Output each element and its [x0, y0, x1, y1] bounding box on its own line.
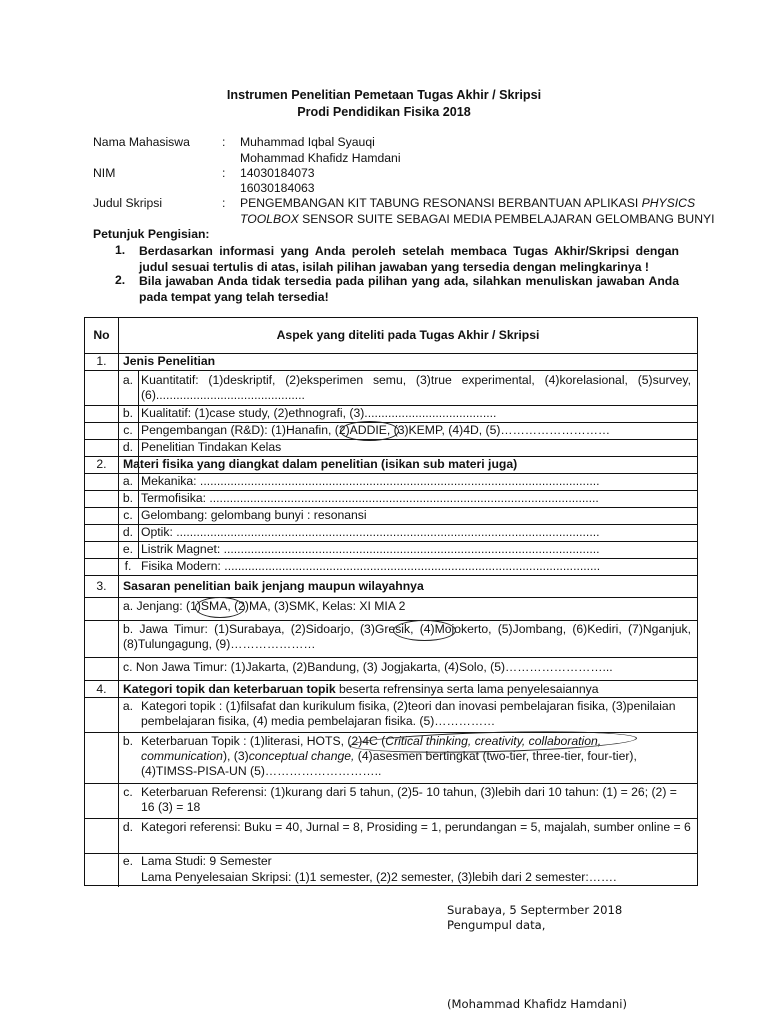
item-lama-penyelesaian: Lama Penyelesaian Skripsi: (1)1 semester, (2)2 semester, (3)lebih dari 2 semester:…….: [141, 870, 617, 884]
item-letter: d.: [122, 820, 134, 834]
nim-colon: :: [222, 166, 226, 180]
instruction-text: Bila jawaban Anda tidak tersedia pada pilihan yang ada, silahkan menuliskan jawaban Anda pada tempat yang telah tersedia!: [139, 274, 679, 304]
signature-place-date: Surabaya, 5 Septermber 2018: [447, 903, 623, 917]
item-kuantitatif: Kuantitatif: (1)deskriptif, (2)eksperimen semu, (3)true experimental, (4)korelasional, (5)survey, (6)............................................: [141, 373, 691, 402]
judul-label: Judul Skripsi: [93, 196, 163, 210]
research-aspects-table: [84, 317, 698, 886]
signature-name: (Mohammad Khafidz Hamdani): [447, 997, 627, 1011]
item-jawa-timur: b. Jawa Timur: (1)Surabaya, (2)Sidoarjo, (3)Gresik, (4)Mojokerto, (5)Jombang, (6)Kediri, (7)Nganjuk, (8)Tulungagung, (9)…………………: [123, 622, 691, 651]
item-letter: a.: [122, 373, 134, 387]
judul-line-1: PENGEMBANGAN KIT TABUNG RESONANSI BERBANTUAN APLIKASI PHYSICS: [240, 196, 696, 210]
item-letter: c.: [123, 508, 133, 522]
item-letter: a.: [122, 699, 134, 713]
selection-circle-addie: [340, 421, 399, 441]
nama-value-1: Muhammad Iqbal Syauqi: [240, 135, 375, 149]
item-listrik-magnet: Listrik Magnet: ...............................................................................................................: [141, 542, 600, 556]
item-keterbaruan-referensi: Keterbaruan Referensi: (1)kurang dari 5 tahun, (2)5- 10 tahun, (3)lebih dari 10 tahun: (1) = 26; (2) = 16 (3) = 18: [141, 785, 677, 814]
item-letter: a.: [122, 474, 134, 488]
nama-colon: :: [222, 135, 226, 149]
item-non-jawa-timur: c. Non Jawa Timur: (1)Jakarta, (2)Bandung, (3) Jogjakarta, (4)Solo, (5)……………………...: [123, 660, 613, 674]
header-aspek: Aspek yang diteliti pada Tugas Akhir / Skripsi: [276, 328, 540, 342]
item-mekanika: Mekanika: ......................................................................................................................: [141, 474, 600, 488]
section-title: Kategori topik dan keterbaruan topik beserta refrensinya serta lama penyelesaiannya: [123, 682, 599, 696]
instructions-heading: Petunjuk Pengisian:: [93, 227, 210, 241]
instruction-number: 2.: [115, 273, 126, 287]
document-subtitle: Prodi Pendidikan Fisika 2018: [297, 105, 471, 119]
signature-role: Pengumpul data,: [447, 918, 546, 932]
item-letter: c.: [123, 785, 133, 799]
section-title: Jenis Penelitian: [123, 354, 216, 368]
instruction-number: 1.: [115, 243, 126, 257]
nama-label: Nama Mahasiswa: [93, 135, 190, 149]
item-jenjang: a. Jenjang: (1)SMA, (2)MA, (3)SMK, Kelas: XI MIA 2: [123, 599, 406, 613]
item-kategori-referensi: Kategori referensi: Buku = 40, Jurnal = 8, Prosiding = 1, perundangan = 5, majalah, sumber online = 6: [141, 820, 691, 834]
nama-value-2: Mohammad Khafidz Hamdani: [240, 151, 401, 165]
item-termofisika: Termofisika: ...................................................................................................................: [141, 491, 599, 505]
item-ptk: Penelitian Tindakan Kelas: [141, 440, 282, 454]
selection-circle-gresik: [393, 620, 456, 641]
item-letter: c.: [123, 423, 133, 437]
judul-colon: :: [222, 196, 226, 210]
item-letter: b.: [122, 734, 134, 748]
nim-value-1: 14030184073: [240, 166, 315, 180]
item-letter: b.: [122, 406, 134, 420]
item-letter: d.: [122, 525, 134, 539]
header-no: No: [93, 328, 110, 342]
section-number: 4.: [96, 682, 107, 696]
item-lama-studi: Lama Studi: 9 Semester: [141, 854, 272, 868]
selection-circle-sma: [195, 597, 245, 618]
section-number: 3.: [96, 579, 107, 593]
item-keterbaruan-topik: Keterbaruan Topik : (1)literasi, HOTS, (2)4C (Critical thinking, creativity, collaboration, communication), (3)conceptual change, (4)asesmen bertingkat (two-tier, three-tier, four-tier), (4)TIMSS-PISA-UN (5)………………………..: [141, 734, 637, 778]
instruction-item-2: [93, 273, 678, 309]
item-kualitatif: Kualitatif: (1)case study, (2)ethnografi, (3).......................................: [141, 406, 497, 420]
nim-label: NIM: [93, 166, 116, 180]
nim-value-2: 16030184063: [240, 181, 315, 195]
section-title: Sasaran penelitian baik jenjang maupun wilayahnya: [123, 579, 424, 593]
item-letter: f.: [124, 559, 132, 573]
instructions: [93, 227, 678, 241]
section-title: Materi fisika yang diangkat dalam penelitian (isikan sub materi juga): [123, 457, 518, 471]
section-number: 1.: [96, 354, 107, 368]
item-gelombang: Gelombang: gelombang bunyi : resonansi: [141, 508, 367, 522]
item-letter: e.: [122, 542, 134, 556]
judul-line-2: TOOLBOX SENSOR SUITE SEBAGAI MEDIA PEMBELAJARAN GELOMBANG BUNYI: [240, 212, 715, 226]
item-optik: Optik: .............................................................................................................................: [141, 525, 600, 539]
item-fisika-modern: Fisika Modern: ...............................................................................................................: [141, 559, 601, 573]
item-kategori-topik: Kategori topik : (1)filsafat dan kurikulum fisika, (2)teori dan inovasi pembelajaran fisika, (3)penilaian pembelajaran fisika, (4) media pembelajaran fisika. (5)……………: [141, 699, 676, 728]
item-pengembangan: Pengembangan (R&D): (1)Hanafin, (2)ADDIE, (3)KEMP, (4)4D, (5)………………………: [141, 423, 611, 437]
item-letter: b.: [122, 491, 134, 505]
instruction-text: Berdasarkan informasi yang Anda peroleh setelah membaca Tugas Akhir/Skripsi dengan judul sesuai tertulis di atas, isilah pilihan jawaban yang tersedia dengan melingkarinya !: [139, 244, 679, 274]
item-letter: d.: [122, 440, 134, 454]
document-title: Instrumen Penelitian Pemetaan Tugas Akhir / Skripsi: [226, 88, 542, 102]
item-letter: e.: [122, 854, 134, 868]
section-number: 2.: [96, 457, 107, 471]
